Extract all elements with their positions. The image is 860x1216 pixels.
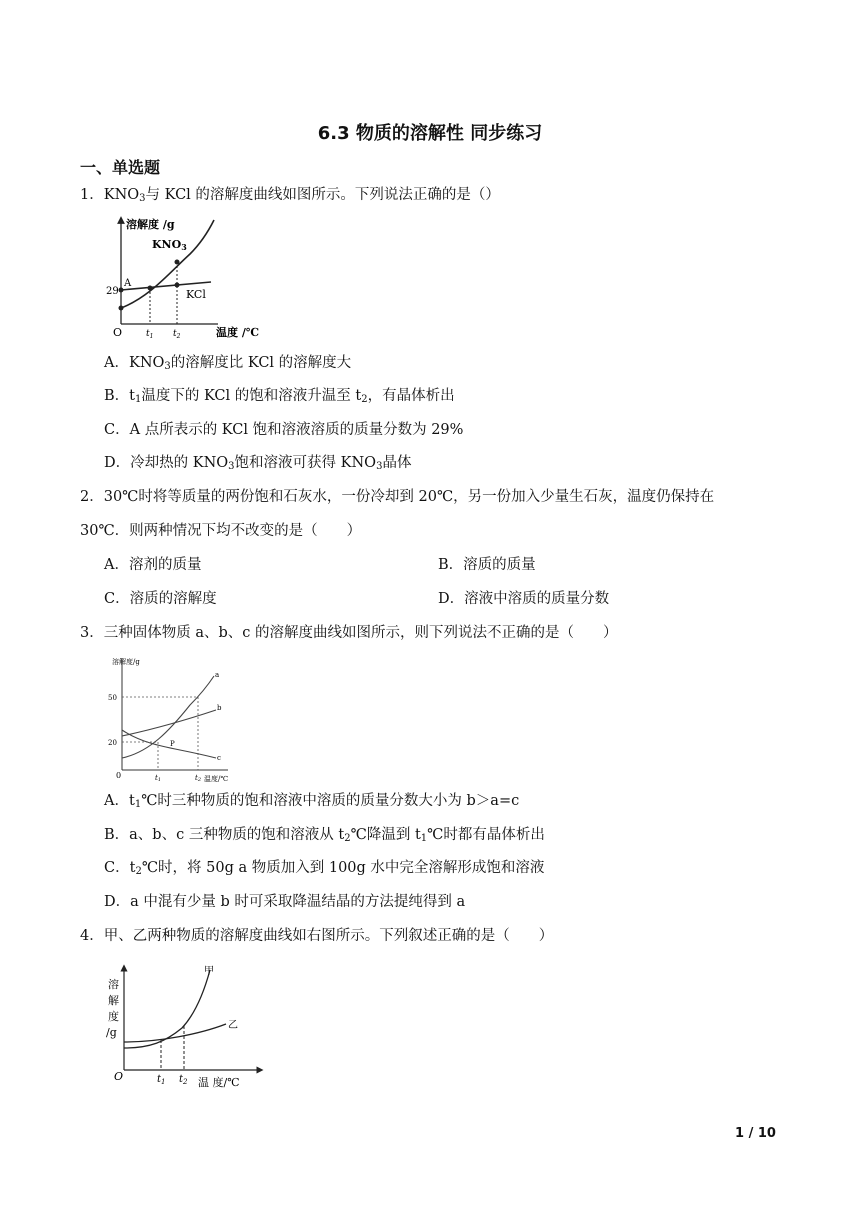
t1-label: $t_1$ (157, 1074, 166, 1086)
t1-label: t1 (155, 774, 162, 783)
q3-option-c[interactable]: C．$t_2℃$时，将 50g a 物质加入到 100g 水中完全溶解形成饱和溶液 (104, 860, 545, 877)
y-tick-20: 20 (108, 739, 117, 747)
y-axis-label-3: 度 (108, 1010, 119, 1023)
question-3-solubility-chart (100, 650, 240, 784)
question-2-stem-line2: 30℃．则两种情况下均不改变的是（ ） (80, 523, 362, 539)
q1-option-a[interactable]: A．$KNO_3$的溶解度比 KCl 的溶解度大 (104, 355, 352, 372)
x-axis-label: 温度/℃ (204, 775, 229, 783)
curve-a (122, 676, 214, 758)
page-number: 1 / 10 (735, 1126, 776, 1141)
point-p-label: P (170, 740, 175, 748)
y-axis-label-1: 溶 (108, 978, 119, 991)
curve-b-label: b (217, 704, 222, 712)
question-3-stem: 3．三种固体物质 a、b、c 的溶解度曲线如图所示，则下列说法不正确的是（ ） (80, 625, 618, 641)
question-4-solubility-chart (100, 962, 270, 1092)
q2-option-c[interactable]: C．溶质的溶解度 (104, 591, 217, 607)
t2-label: $t_2$ (179, 1074, 188, 1086)
q3-option-d[interactable]: D．a 中混有少量 b 时可采取降温结晶的方法提纯得到 a (104, 894, 466, 910)
y-axis-label: 溶解度 /g (126, 218, 175, 231)
t1-label: $t_1$ (146, 329, 154, 340)
point-a-label: A (124, 278, 132, 289)
question-2-stem-line1: 2．30℃时将等质量的两份饱和石灰水，一份冷却到 20℃，另一份加入少量生石灰，温度仍保持在 (80, 489, 715, 505)
kcl-label: KCl (186, 288, 206, 301)
q2-option-a[interactable]: A．溶剂的质量 (104, 557, 202, 573)
question-number: 1． (80, 187, 104, 203)
curve-yi-label: 乙 (228, 1020, 238, 1031)
t2-label: $t_2$ (173, 329, 181, 340)
y-axis-label-4: /g (106, 1026, 117, 1039)
point-a (119, 288, 124, 293)
question-1-stem: 1．$KNO_3$与 KCl 的溶解度曲线如图所示。下列说法正确的是（） (80, 187, 500, 204)
curve-b (122, 710, 216, 736)
curve-jia (124, 970, 210, 1048)
q3-option-a[interactable]: A．$t_1℃$时三种物质的饱和溶液中溶质的质量分数大小为 b＞a=c (104, 793, 520, 810)
origin-label: O (114, 1070, 124, 1083)
y-tick-29: 29 (106, 286, 119, 297)
section-heading: 一、单选题 (80, 158, 161, 177)
x-axis-label: 温 度/℃ (198, 1076, 240, 1089)
curve-jia-label: 甲 (204, 966, 214, 977)
q3-option-b[interactable]: B．a、b、c 三种物质的饱和溶液从 $t_2℃$降温到 $t_1℃$时都有晶体析出 (104, 827, 545, 844)
question-1-solubility-chart (100, 212, 270, 342)
q2-option-d[interactable]: D．溶液中溶质的质量分数 (438, 591, 610, 607)
kno3-label: KNO3 (152, 238, 187, 252)
q1-option-b[interactable]: B．$t_1$温度下的 KCl 的饱和溶液升温至 $t_2$，有晶体析出 (104, 388, 455, 405)
page-title: 6.3 物质的溶解性 同步练习 (317, 123, 543, 144)
y-axis-label-2: 解 (108, 994, 119, 1007)
y-tick-50: 50 (108, 694, 117, 702)
question-4-stem: 4．甲、乙两种物质的溶解度曲线如右图所示。下列叙述正确的是（ ） (80, 928, 554, 944)
curve-c-label: c (217, 754, 221, 762)
q2-option-b[interactable]: B．溶质的质量 (438, 557, 536, 573)
origin-label: 0 (116, 771, 122, 780)
q1-option-d[interactable]: D．冷却热的 $KNO_3$饱和溶液可获得 $KNO_3$晶体 (104, 455, 412, 472)
y-axis-label: 溶解度/g (112, 658, 140, 666)
q1-option-c[interactable]: C．A 点所表示的 KCl 饱和溶液溶质的质量分数为 29% (104, 422, 464, 438)
curve-a-label: a (215, 671, 220, 679)
origin-label: O (113, 326, 123, 339)
t2-label: t2 (195, 774, 202, 783)
x-axis-label: 温度 /℃ (216, 326, 260, 339)
